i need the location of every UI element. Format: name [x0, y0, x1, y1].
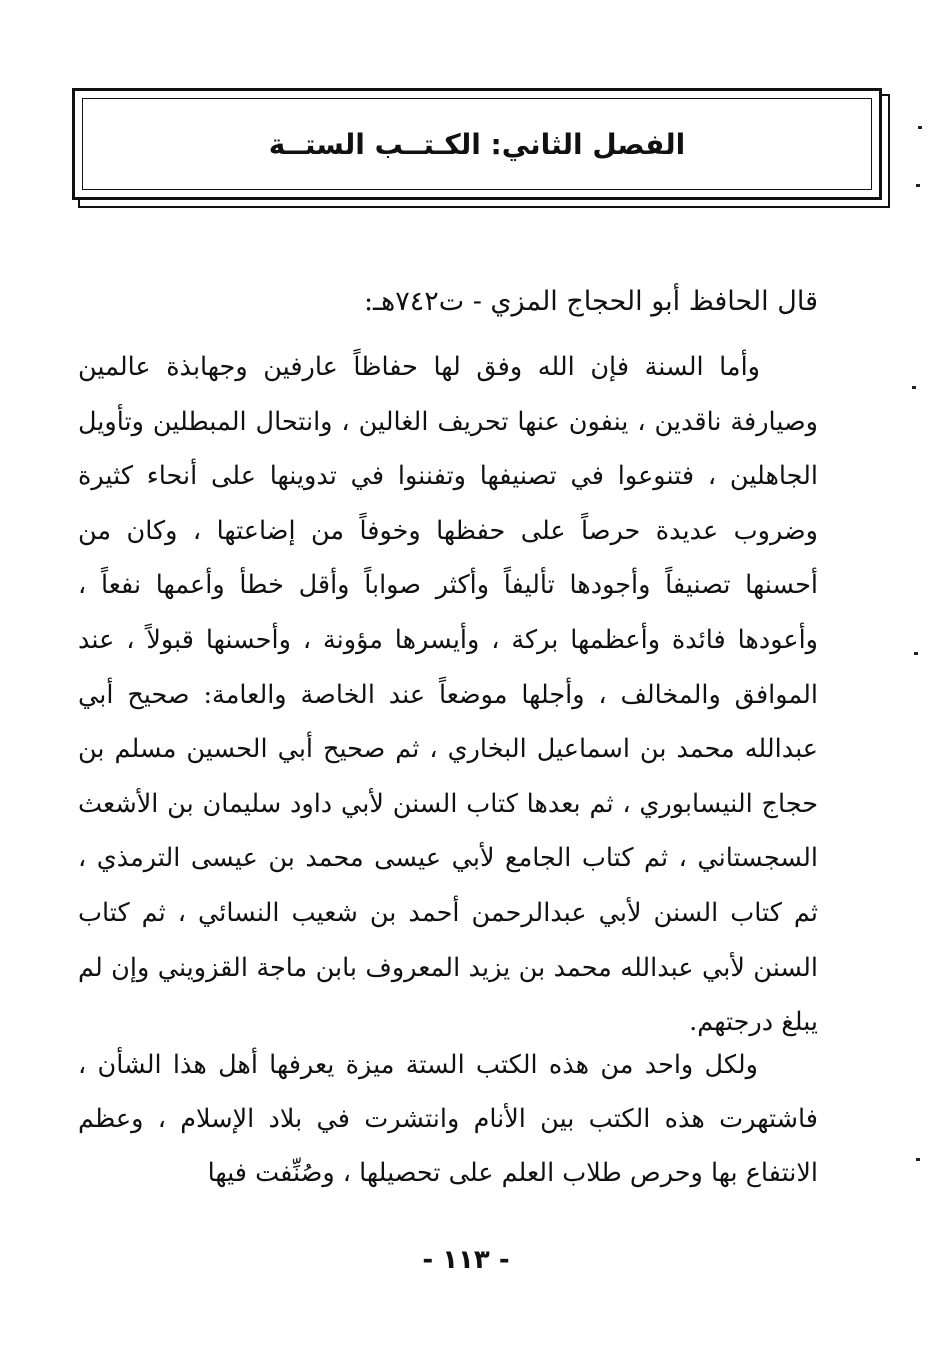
scan-speck	[916, 1158, 920, 1161]
page-number: - ١١٣ -	[422, 1245, 510, 1275]
scan-speck	[912, 386, 916, 389]
paragraph-2: ولكل واحد من هذه الكتب الستة ميزة يعرفها أهل هذا الشأن ، فاشتهرت هذه الكتب بين الأنام وانتشرت في بلاد الإسلام ، وعظم الانتفاع بها وحرص طلاب العلم على تحصيلها ، وصُنِّفت فيها	[78, 1050, 818, 1188]
scan-speck	[918, 126, 922, 129]
chapter-title-inner-frame	[82, 98, 872, 190]
chapter-title: الفصل الثاني: الكـتــب الستــة	[268, 127, 686, 161]
scan-speck	[916, 184, 920, 187]
chapter-title-frame	[72, 88, 882, 200]
paragraph-1: وأما السنة فإن الله وفق لها حفاظاً عارفين وجهابذة عالمين وصيارفة ناقدين ، ينفون عنها تحريف الغالين ، وانتحال المبطلين وتأويل الجاهلين ، فتنوعوا في تصنيفها وتفننوا في تدوينها على أنحاء كثيرة وضروب عديدة حرصاً على حفظها وخوفاً من إضاعتها ، وكان من أحسنها تصنيفاً وأجودها تأليفاً وأكثر صواباً وأقل خطأ وأعمها نفعاً ، وأعودها فائدة وأعظمها بركة ، وأيسرها مؤونة ، وأحسنها قبولاً ، عند الموافق والمخالف ، وأجلها موضعاً عند الخاصة والعامة: صحيح أبي عبدالله محمد بن اسماعيل البخاري ، ثم صحيح أبي الحسين مسلم بن حجاج النيسابوري ، ثم بعدها كتاب السنن لأبي داود سليمان بن الأشعث السجستاني ، ثم كتاب الجامع لأبي عيسى محمد بن عيسى الترمذي ، ثم كتاب السنن لأبي عبدالرحمن أحمد بن شعيب النسائي ، ثم كتاب السنن لأبي عبدالله محمد بن يزيد المعروف بابن ماجة القزويني وإن لم يبلغ درجتهم.	[78, 352, 818, 1038]
intro-line: قال الحافظ أبو الحجاج المزي - ت٧٤٢هـ:	[363, 286, 818, 317]
scan-speck	[914, 652, 918, 655]
